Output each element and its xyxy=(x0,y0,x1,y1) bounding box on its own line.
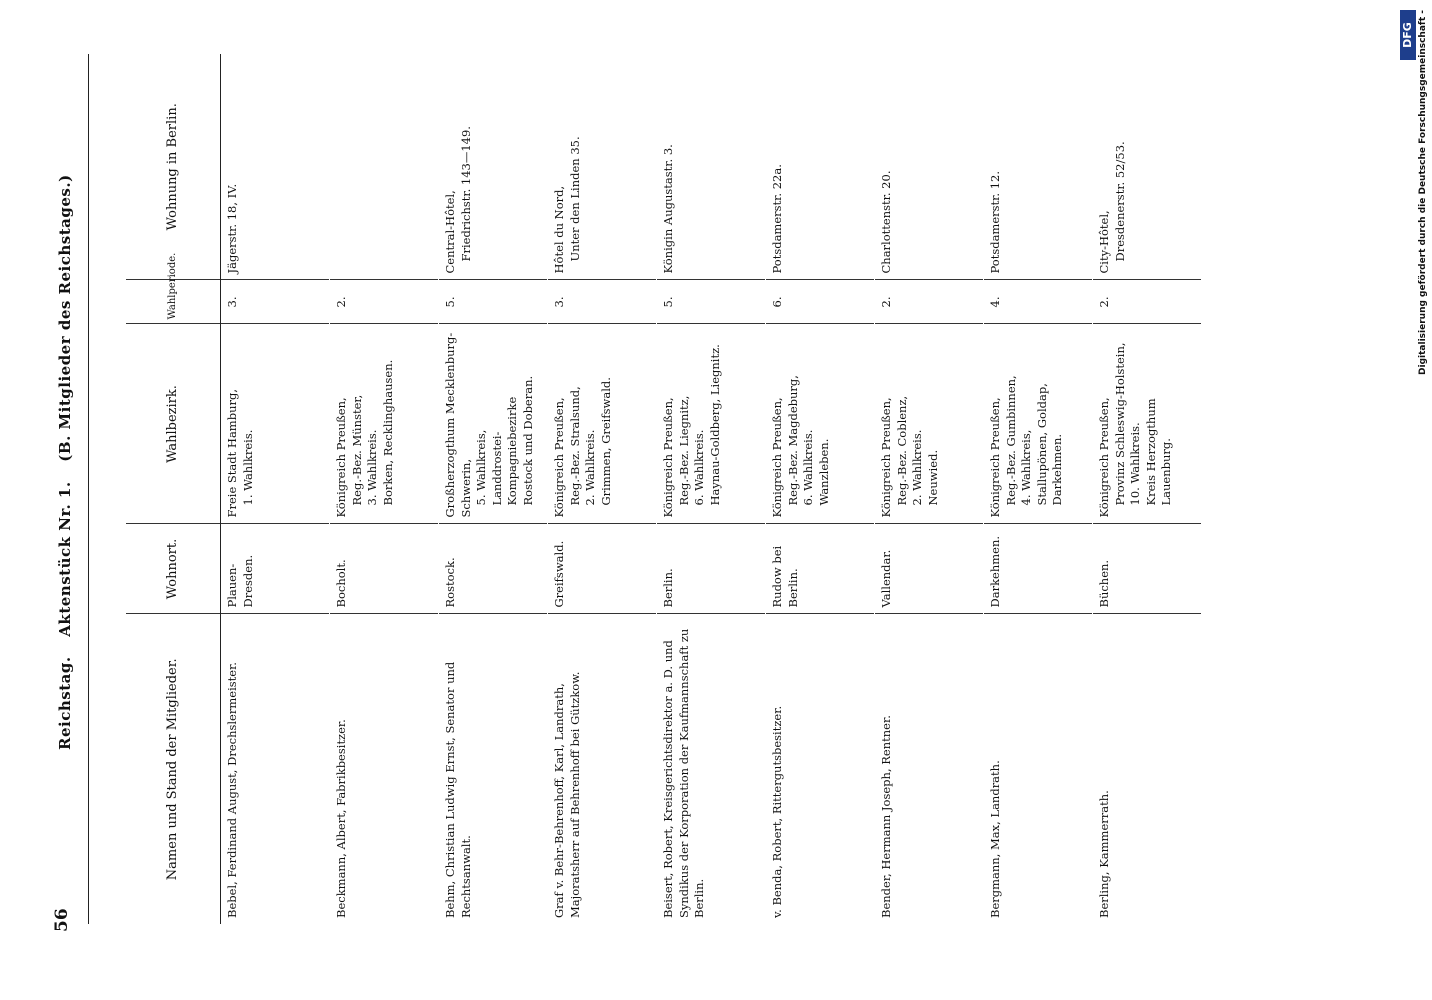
member-wahlperiode: 2. xyxy=(875,280,984,324)
member-wohnort: Rudow bei Berlin. xyxy=(766,524,875,614)
member-name: Berling, Kammerrath. xyxy=(1097,790,1111,918)
wahlbezirk-line: Reg.-Bez. Stralsund, xyxy=(567,386,582,506)
column-header-wohnung: Wohnung in Berlin. xyxy=(126,54,221,280)
table-row xyxy=(439,54,548,924)
member-wohnung xyxy=(766,54,875,280)
column-header-wahlbezirk: Wahlbezirk. xyxy=(126,324,221,524)
member-wohnung xyxy=(875,54,984,280)
member-name: Bebel, Ferdinand August, Drechslermeister. xyxy=(225,662,239,918)
member-wohnung xyxy=(984,54,1093,280)
members-table xyxy=(126,54,1202,924)
wahlbezirk-line: Stallupönen, Goldap, Darkehmen. xyxy=(1034,383,1065,506)
wahlbezirk-line: Königreich Preußen, xyxy=(661,397,675,518)
wahlbezirk-line: 1. Wahlkreis. xyxy=(240,429,255,506)
wahlbezirk-line: 2. Wahlkreis. xyxy=(910,429,925,506)
wahlbezirk-line: Reg.-Bez. Magdeburg, xyxy=(785,375,800,506)
wahlbezirk-line: Rostock und Doberan. xyxy=(520,375,535,506)
member-wahlbezirk xyxy=(330,324,439,524)
wahlbezirk-line: Grimmen, Greifswald. xyxy=(598,377,613,506)
wohnung-line: Königin Augustastr. 3. xyxy=(661,144,675,274)
running-head-document: Aktenstück Nr. 1. xyxy=(56,481,74,637)
table-row xyxy=(875,54,984,924)
wahlbezirk-line: Provinz Schleswig-Holstein, xyxy=(1112,342,1127,506)
member-wahlperiode: 5. xyxy=(439,280,548,324)
digitization-notice: Digitalisierung gefördert durch die Deutsche Forschungsgemeinschaft - xyxy=(1418,10,1428,375)
wahlbezirk-line: 2. Wahlkreis. xyxy=(583,429,598,506)
wahlbezirk-line: Königreich Preußen, xyxy=(879,397,893,518)
wahlbezirk-line: Kreis Herzogthum Lauenburg. xyxy=(1143,398,1174,506)
wahlbezirk-line: Haynau-Goldberg, Liegnitz. xyxy=(707,344,722,506)
member-wahlperiode: 6. xyxy=(766,280,875,324)
wahlbezirk-line: Königreich Preußen, xyxy=(770,397,784,518)
wohnung-line: Potsdamerstr. 22a. xyxy=(770,164,784,274)
wahlbezirk-line: Wanzleben. xyxy=(816,438,831,506)
wahlbezirk-line: Neuwied. xyxy=(925,449,940,506)
wahlbezirk-line: Großherzogthum Mecklenburg-Schwerin, xyxy=(443,332,473,518)
wahlbezirk-line: Reg.-Bez. Münster, xyxy=(349,394,364,506)
table-row xyxy=(657,54,766,924)
member-wahlperiode: 3. xyxy=(548,280,657,324)
wohnung-line: Dresdenerstr. 52/53. xyxy=(1112,141,1127,262)
wahlbezirk-line: Freie Stadt Hamburg, xyxy=(225,389,239,518)
wahlbezirk-line: 4. Wahlkreis, xyxy=(1019,429,1034,506)
wohnung-line: Charlottenstr. 20. xyxy=(879,170,893,274)
wahlbezirk-line: Landdrostei-Kompagniebezirke xyxy=(489,396,520,506)
wohnung-line: Central-Hôtel, xyxy=(443,190,457,274)
column-header-name: Namen und Stand der Mitglieder. xyxy=(126,614,221,924)
member-name: v. Benda, Robert, Rittergutsbesitzer. xyxy=(770,705,784,918)
member-wohnort: Berlin. xyxy=(657,524,766,614)
table-body xyxy=(221,54,1202,924)
table-row xyxy=(221,54,330,924)
member-wahlperiode: 5. xyxy=(657,280,766,324)
wohnung-line: Potsdamerstr. 12. xyxy=(988,170,1002,274)
member-wohnort: Bocholt. xyxy=(330,524,439,614)
member-wahlbezirk xyxy=(984,324,1093,524)
member-wahlbezirk xyxy=(1093,324,1202,524)
wahlbezirk-line: 6. Wahlkreis. xyxy=(801,429,816,506)
wahlbezirk-line: 3. Wahlkreis. xyxy=(365,429,380,506)
member-wohnung xyxy=(221,54,330,280)
dfg-logo: DFG xyxy=(1400,10,1416,60)
column-header-wahlperiode: Wahlperiode. xyxy=(126,280,221,324)
member-wahlbezirk xyxy=(439,324,548,524)
table-row xyxy=(330,54,439,924)
member-name: Bender, Hermann Joseph, Rentner. xyxy=(879,715,893,918)
table-row xyxy=(548,54,657,924)
member-name: Graf v. Behr-Behrenhoff, Karl, Landrath, Majoratsherr auf Behrenhoff bei Gützkow. xyxy=(552,671,582,918)
digitization-strip xyxy=(1398,0,1432,1000)
wahlbezirk-line: Borken, Recklinghausen. xyxy=(380,359,395,506)
member-wahlperiode: 2. xyxy=(330,280,439,324)
wahlbezirk-line: Reg.-Bez. Coblenz, xyxy=(894,395,909,506)
member-wahlbezirk xyxy=(221,324,330,524)
member-wahlperiode: 4. xyxy=(984,280,1093,324)
wahlbezirk-line: Königreich Preußen, xyxy=(334,397,348,518)
table-row xyxy=(984,54,1093,924)
wahlbezirk-line: 6. Wahlkreis. xyxy=(692,429,707,506)
header-rule xyxy=(88,54,89,924)
member-wahlperiode: 3. xyxy=(221,280,330,324)
wohnung-line: City-Hôtel, xyxy=(1097,210,1111,274)
member-name: Behm, Christian Ludwig Ernst, Senator und Rechtsanwalt. xyxy=(443,661,473,918)
wahlbezirk-line: 10. Wahlkreis. xyxy=(1128,422,1143,506)
wahlbezirk-line: Königreich Preußen, xyxy=(552,397,566,518)
member-wohnort: Darkehmen. xyxy=(984,524,1093,614)
member-wohnort: Plauen-Dresden. xyxy=(221,524,330,614)
member-wohnung xyxy=(439,54,548,280)
member-wohnort: Vallendar. xyxy=(875,524,984,614)
member-wohnort: Greifswald. xyxy=(548,524,657,614)
member-wohnort: Büchen. xyxy=(1093,524,1202,614)
member-wahlbezirk xyxy=(548,324,657,524)
member-wahlbezirk xyxy=(657,324,766,524)
member-name: Beckmann, Albert, Fabrikbesitzer. xyxy=(334,719,348,918)
wahlbezirk-line: Reg.-Bez. Liegnitz, xyxy=(676,395,691,506)
running-head-section: (B. Mitglieder des Reichstages.) xyxy=(56,174,74,462)
member-name: Beisert, Robert, Kreisgerichtsdirektor a. D. und Syndikus der Korporation der Kaufmannschaft zu Berlin. xyxy=(661,628,707,918)
wahlbezirk-line: Königreich Preußen, xyxy=(1097,397,1111,518)
wohnung-line: Jägerstr. 18, IV. xyxy=(225,183,239,274)
wohnung-line: Hôtel du Nord, xyxy=(552,185,566,274)
member-wohnung xyxy=(548,54,657,280)
wahlbezirk-line: Reg.-Bez. Gumbinnen, xyxy=(1003,375,1018,506)
running-head xyxy=(56,30,74,750)
member-wohnung xyxy=(657,54,766,280)
member-wahlbezirk xyxy=(875,324,984,524)
member-wahlperiode: 2. xyxy=(1093,280,1202,324)
table-header-row xyxy=(126,54,221,924)
page-number: 56 xyxy=(52,908,72,932)
member-wohnort: Rostock. xyxy=(439,524,548,614)
member-wohnung xyxy=(1093,54,1202,280)
table-row xyxy=(766,54,875,924)
wahlbezirk-line: 5. Wahlkreis, xyxy=(474,429,489,506)
wahlbezirk-line: Königreich Preußen, xyxy=(988,397,1002,518)
member-wohnung xyxy=(330,54,439,280)
member-wahlbezirk xyxy=(766,324,875,524)
column-header-wohnort: Wohnort. xyxy=(126,524,221,614)
wohnung-line: Unter den Linden 35. xyxy=(567,136,582,262)
table-row xyxy=(1093,54,1202,924)
wohnung-line: Friedrichstr. 143—149. xyxy=(458,126,473,262)
member-name: Bergmann, Max, Landrath. xyxy=(988,760,1002,918)
running-head-left: Reichstag. xyxy=(56,656,74,750)
